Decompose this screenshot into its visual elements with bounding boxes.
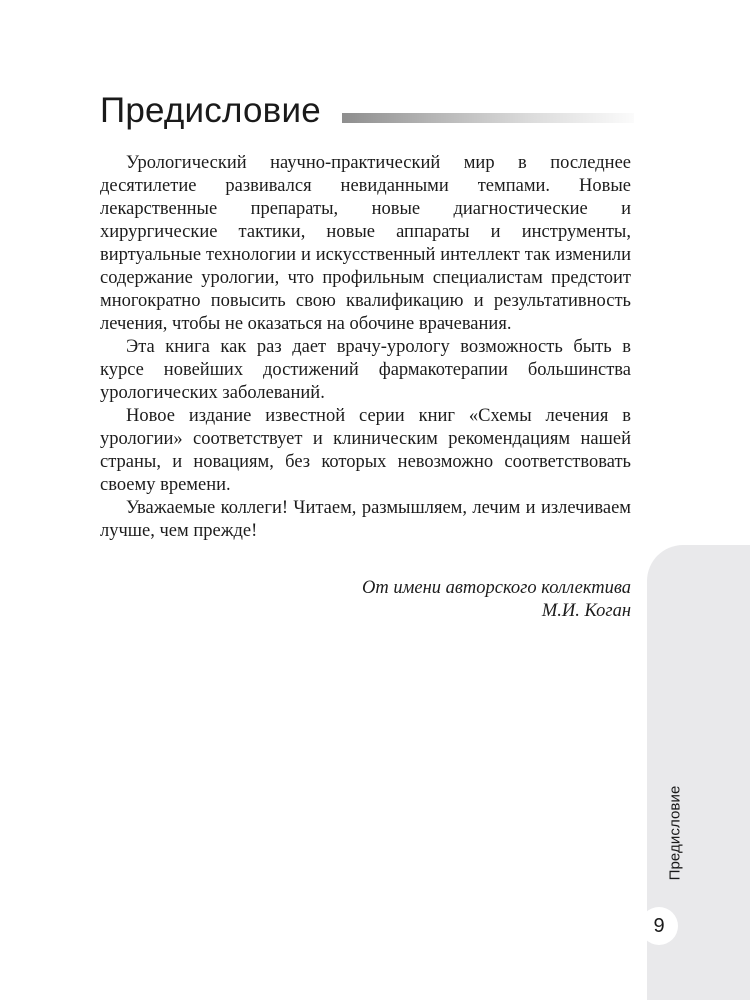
page-title: Предисловие xyxy=(100,91,321,130)
side-tab-label xyxy=(663,778,687,888)
preface-body xyxy=(100,152,631,543)
page-header xyxy=(100,86,640,146)
side-tab-label-text: Предисловие xyxy=(666,785,684,881)
paragraph: Урологический научно-практический мир в последнее десятилетие развивался невиданными темпами. Новые лекарственные препараты, новые диагностические и хирургические тактики, новые аппараты и инструменты, виртуальные технологии и искусственный интеллект так изменили содержание урологии, что профильным специалистам предстоит многократно повысить свою квалификацию и результативность лечения, чтобы не оказаться на обочине врачевания. xyxy=(100,153,631,334)
paragraph: Эта книга как раз дает врачу-урологу возможность быть в курсе новейших достижений фармакотерапии большинства урологических заболеваний. xyxy=(100,337,631,403)
signature-collective: От имени авторского коллектива xyxy=(361,578,631,598)
signature-block xyxy=(100,577,631,623)
paragraph: Уважаемые коллеги! Читаем, размышляем, лечим и излечиваем лучше, чем прежде! xyxy=(100,498,631,541)
title-gradient-bar xyxy=(342,113,634,123)
paragraph: Новое издание известной серии книг «Схемы лечения в урологии» соответствует и клиническим рекомендациям нашей страны, и новациям, без которых невозможно соответствовать своему времени. xyxy=(100,406,631,495)
signature-author: М.И. Коган xyxy=(541,601,631,621)
page-number: 9 xyxy=(640,907,678,945)
